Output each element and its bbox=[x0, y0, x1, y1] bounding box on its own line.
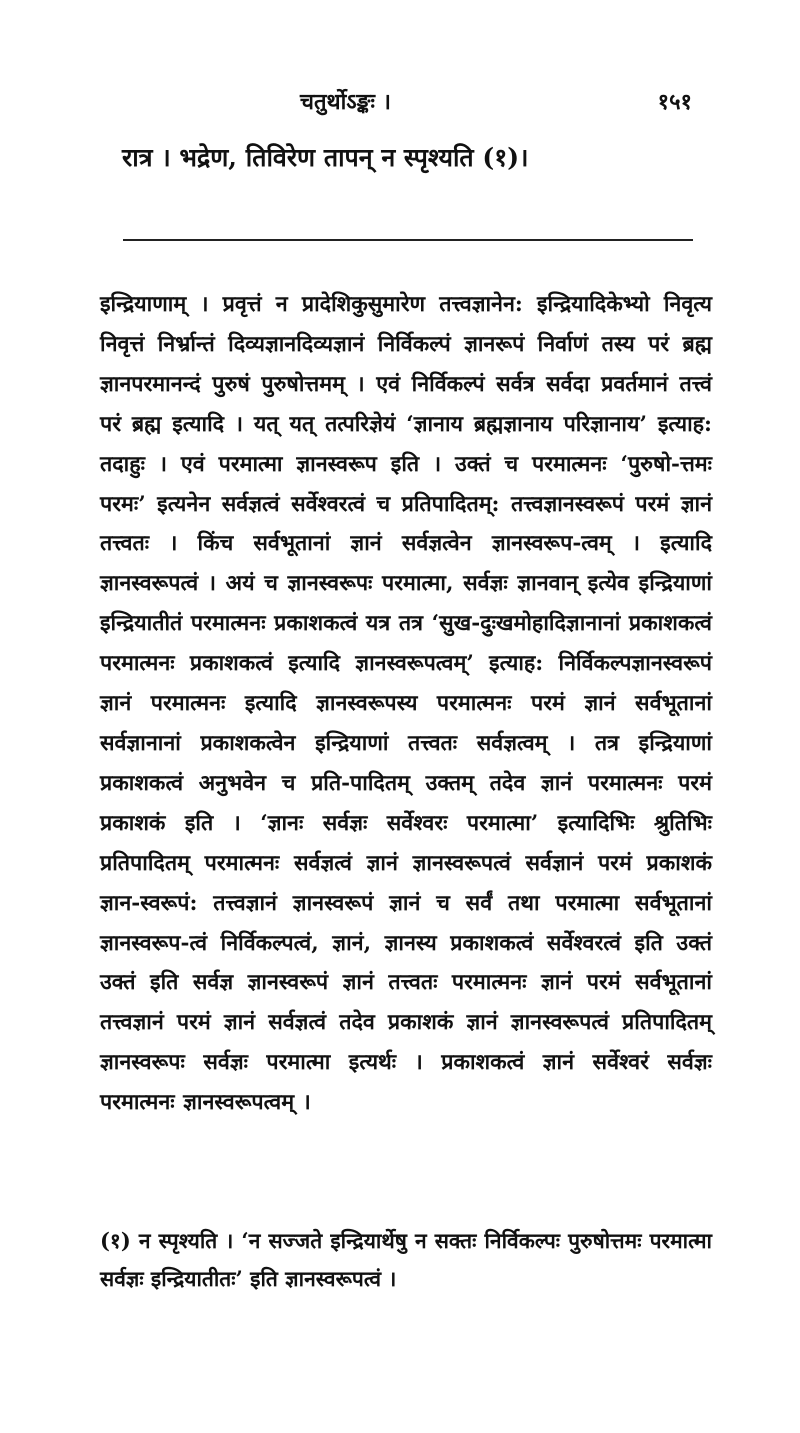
commentary-paragraph: इन्द्रियाणाम् । प्रवृत्तं न प्रादेशिकुसुमारेण तत्त्वज्ञानेन: इन्द्रियादिकेभ्यो निवृत्य निवृत्तं निर्भ्रान्तं दिव्यज्ञानदिव्यज्ञानं निर्विकल्पं ज्ञानरूपं निर्वाणं तस्य परं ब्रह्म ज्ञानपरमानन्दं पुरुषं पुरुषोत्तमम् । एवं निर्विकल्पं सर्वत्र सर्वदा प्रवर्तमानं तत्त्वं परं ब्रह्म इत्यादि । यत् यत् तत्परिज्ञेयं ‘ज्ञानाय ब्रह्मज्ञानाय परिज्ञानाय’ इत्याह: तदाहुः । एवं परमात्मा ज्ञानस्वरूप इति । उक्तं च परमात्मनः ‘पुरुषो-त्तमः परमः’ इत्यनेन सर्वज्ञत्वं सर्वेश्वरत्वं च प्रतिपादितम्: तत्त्वज्ञानस्वरूपं परमं ज्ञानं तत्त्वतः । किंच सर्वभूतानां ज्ञानं सर्वज्ञत्वेन ज्ञानस्वरूप-त्वम् । इत्यादि ज्ञानस्वरूपत्वं । अयं च ज्ञानस्वरूपः परमात्मा, सर्वज्ञः ज्ञानवान् इत्येव इन्द्रियाणां इन्द्रियातीतं परमात्मनः प्रकाशकत्वं यत्र तत्र ‘सुख-दुःखमोहादिज्ञानानां प्रकाशकत्वं परमात्मनः प्रकाशकत्वं इत्यादि ज्ञानस्वरूपत्वम्’ इत्याह: निर्विकल्पज्ञानस्वरूपं ज्ञानं परमात्मनः इत्यादि ज्ञानस्वरूपस्य परमात्मनः परमं ज्ञानं सर्वभूतानां सर्वज्ञानानां प्रकाशकत्वेन इन्द्रियाणां तत्त्वतः सर्वज्ञत्वम् । तत्र इन्द्रियाणां प्रकाशकत्वं अनुभवेन च प्रति-पादितम् उक्तम् तदेव ज्ञानं परमात्मनः परमं प्रकाशकं इति । ‘ज्ञानः सर्वज्ञः सर्वेश्वरः परमात्मा’ इत्यादिभिः श्रुतिभिः प्रतिपादितम् परमात्मनः सर्वज्ञत्वं ज्ञानं ज्ञानस्वरूपत्वं सर्वज्ञानं परमं प्रकाशकं ज्ञान-स्वरूपं: तत्त्वज्ञानं ज्ञानस्वरूपं ज्ञानं च सर्वं तथा परमात्मा सर्वभूतानां ज्ञानस्वरूप-त्वं निर्विकल्पत्वं, ज्ञानं, ज्ञानस्य प्रकाशकत्वं सर्वेश्वरत्वं इति उक्तं उक्तं इति सर्वज्ञ ज्ञानस्वरूपं ज्ञानं तत्त्वतः परमात्मनः ज्ञानं परमं सर्वभूतानां तत्त्वज्ञानं परमं ज्ञानं सर्वज्ञत्वं तदेव प्रकाशकं ज्ञानं ज्ञानस्वरूपत्वं प्रतिपादितम् ज्ञानस्वरूपः सर्वज्ञः परमात्मा इत्यर्थः । प्रकाशकत्वं ज्ञानं सर्वेश्वरं सर्वज्ञः परमात्मनः ज्ञानस्वरूपत्वम् । bbox=[100, 292, 712, 1116]
sloka-line: रात्र । भद्रेण, तिविरेण तापन् न स्पृश्यति (१)। bbox=[122, 143, 529, 172]
footnote-block bbox=[100, 1222, 712, 1298]
separator-rule bbox=[123, 239, 693, 241]
footnote-text: (१) न स्पृश्यति । ‘न सज्जते इन्द्रियार्थेषु न सक्तः निर्विकल्पः पुरुषोत्तमः परमात्मा सर्वज्ञः इन्द्रियातीतः’ इति ज्ञानस्वरूपत्वं । bbox=[100, 1228, 712, 1291]
page-number: १५१ bbox=[657, 89, 692, 115]
commentary-block bbox=[100, 285, 712, 1123]
running-title: चतुर्थोऽङ्कः । bbox=[300, 89, 391, 115]
page-header bbox=[0, 86, 800, 116]
